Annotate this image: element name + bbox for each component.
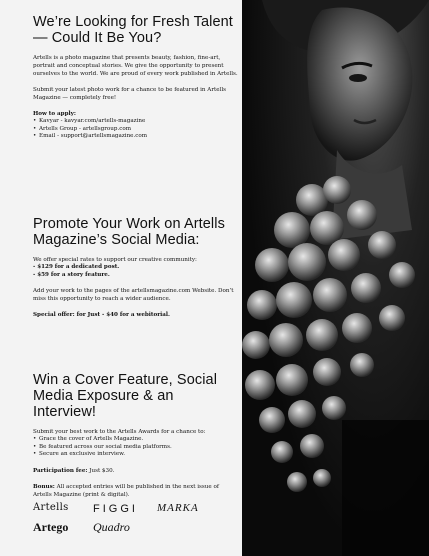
- apply-list: [33, 118, 238, 141]
- artells-logo: Artells: [33, 502, 69, 513]
- figgi-logo: FIGGI: [93, 503, 138, 515]
- apply-item-kavyar[interactable]: • Kavyar - kavyar.com/artells-magazine: [33, 118, 238, 126]
- cover-feature-heading: Win a Cover Feature, Social Media Exposure & an Interview!: [33, 372, 218, 420]
- model-photo-illustration: [242, 0, 429, 556]
- submit-paragraph: Submit your latest photo work for a chance to be featured in Artells Magazine — completely free!: [33, 87, 226, 101]
- awards-intro: Submit your best work to the Artells Awards for a chance to:: [33, 429, 206, 435]
- marka-logo: MARKA: [157, 502, 199, 514]
- bonus-text: All accepted entries will be published in the next issue of Artells Magazine (print & digital).: [33, 483, 219, 498]
- rates-list: [33, 264, 238, 279]
- quadro-logo: Quadro: [93, 520, 130, 534]
- fresh-talent-section: [33, 14, 238, 141]
- how-to-apply-label: How to apply:: [33, 111, 76, 117]
- partner-logos: [33, 502, 238, 542]
- rates-intro: We offer special rates to support our creative community:: [33, 257, 197, 263]
- fee-label: Participation fee:: [33, 467, 88, 474]
- participation-fee: [33, 467, 238, 475]
- bonus-paragraph: [33, 483, 238, 499]
- add-work-paragraph: Add your work to the pages of the artellsmagazine.com Website. Don’t miss this opportunity to reach a wider audience.: [33, 288, 234, 302]
- awards-list: [33, 436, 238, 459]
- fee-value: Just $30.: [87, 467, 115, 474]
- apply-item-group[interactable]: • Artells Group - artellsgroup.com: [33, 126, 238, 134]
- fresh-talent-heading: We’re Looking for Fresh Talent — Could It Be You?: [33, 14, 233, 46]
- rate-post: - $129 for a dedicated post.: [33, 264, 120, 270]
- artego-logo: Artego: [33, 520, 69, 534]
- award-item-social: • Be featured across our social media platforms.: [33, 444, 238, 452]
- award-item-interview: • Secure an exclusive interview.: [33, 451, 238, 459]
- award-item-cover: • Grace the cover of Artells Magazine.: [33, 436, 238, 444]
- promote-heading: Promote Your Work on Artells Magazine’s Social Media:: [33, 216, 225, 248]
- rate-story: - $59 for a story feature.: [33, 271, 110, 278]
- promote-section: [33, 216, 238, 319]
- special-offer: Special offer: for Just - $40 for a webitorial.: [33, 312, 170, 318]
- about-paragraph: Artells is a photo magazine that presents beauty, fashion, fine-art, portrait and conceptual stories. We give the opportunity to present ourselves to the world. We are proud of every work published in Artells.: [33, 55, 238, 77]
- apply-item-email[interactable]: • Email - support@artellsmagazine.com: [33, 133, 238, 141]
- model-photo: [242, 0, 429, 556]
- bonus-label: Bonus:: [33, 483, 55, 490]
- cover-feature-section: [33, 372, 238, 499]
